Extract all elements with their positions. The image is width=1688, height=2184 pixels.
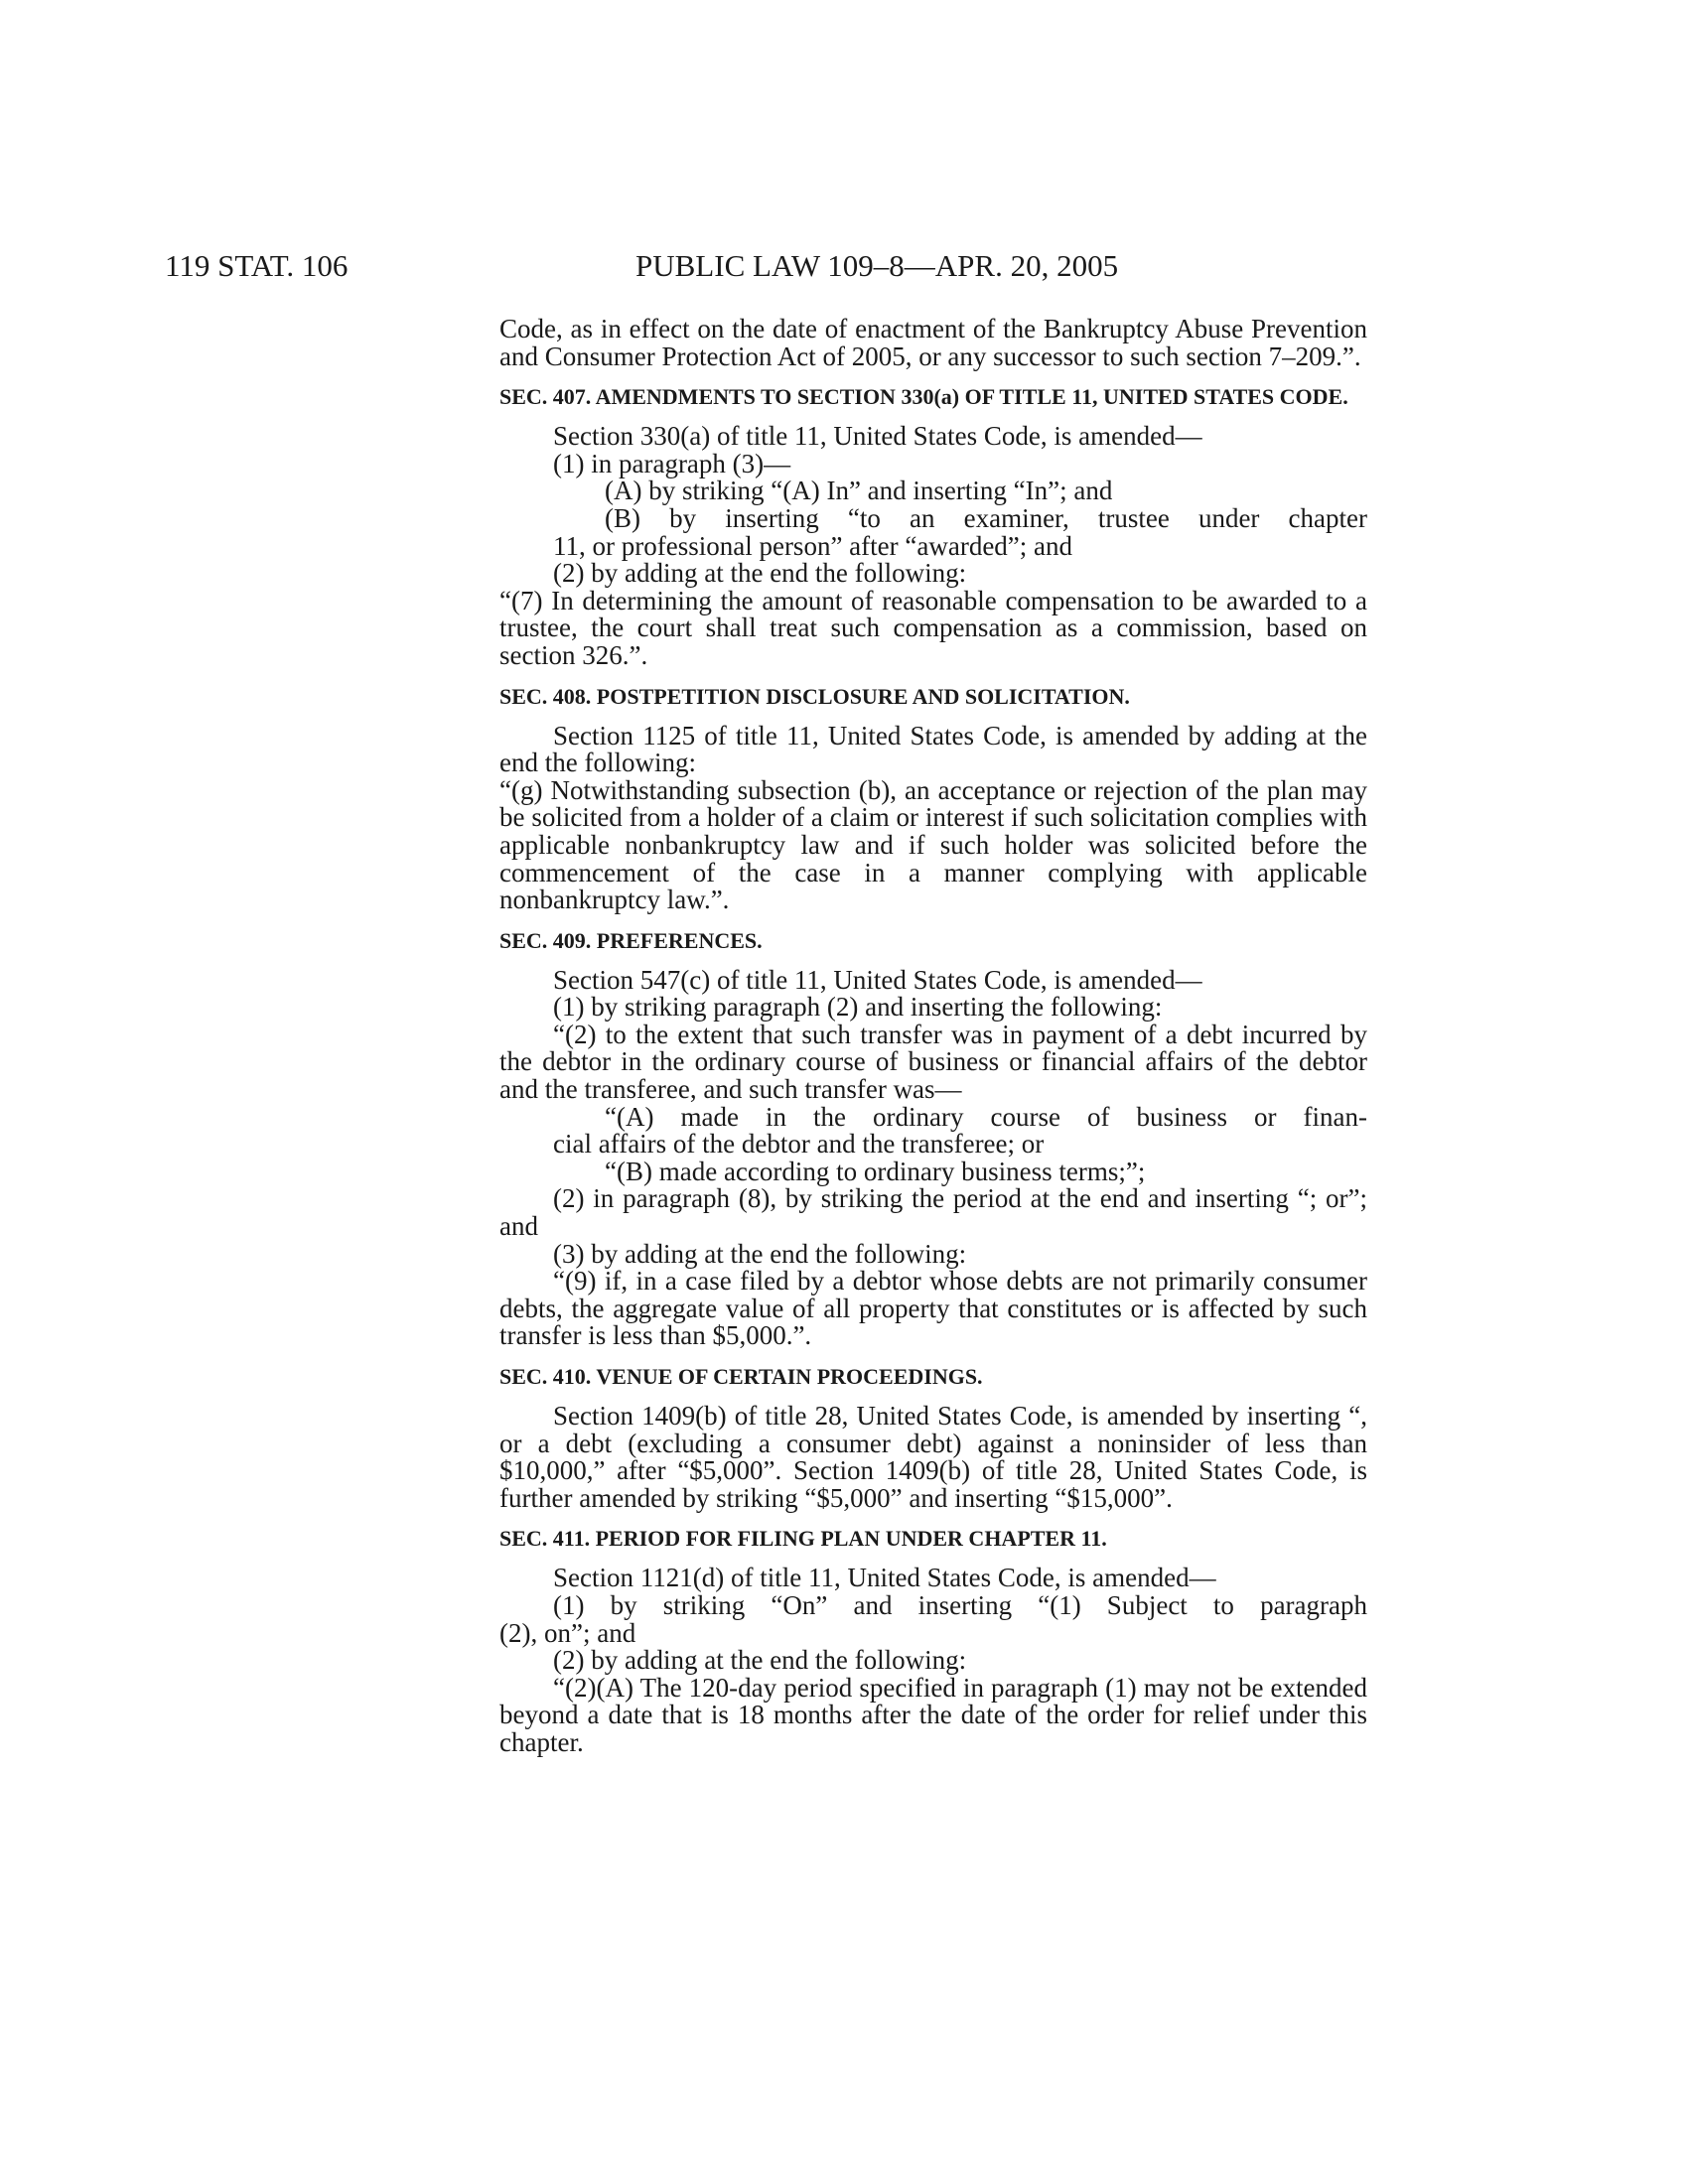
section-409-para-2: (2) in paragraph (8), by striking the period at the end and inserting “; or”; and — [499, 1183, 1367, 1242]
section-411-para-1-line2: (2), on”; and — [499, 1617, 636, 1648]
section-409-quoted-para-9: “(9) if, in a case filed by a debtor whose debts are not primarily consumer debts, the aggregate value of all property that constitutes or is affected by such transfer is less than $5,000.”. — [499, 1266, 1367, 1351]
section-409-quoted-b: “(B) made according to ordinary business terms;”; — [605, 1156, 1146, 1186]
section-411-heading: SEC. 411. PERIOD FOR FILING PLAN UNDER CHAPTER 11. — [499, 1526, 1107, 1552]
statute-page-number: 119 STAT. 106 — [165, 248, 349, 283]
section-409-para-3: (3) by adding at the end the following: — [553, 1238, 967, 1269]
section-409-heading: SEC. 409. PREFERENCES. — [499, 927, 763, 953]
section-411-para-1-line1: (1) by striking “On” and inserting “(1) Subject to paragraph — [553, 1589, 1367, 1620]
opening-paragraph: Code, as in effect on the date of enactment of the Bankruptcy Abuse Prevention and Consumer Protection Act of 2005, or any successor to such section 7–209.”. — [499, 314, 1367, 371]
section-410-body: Section 1409(b) of title 28, United States Code, is amended by inserting “, or a debt (excluding a consumer debt) against a noninsider of less than $10,000,” after “$5,000”. Section 1409(b) of title 28, United States Code, is further amended by striking “$5,000” and inserting “$15,000”. — [499, 1401, 1367, 1513]
section-409-para-1: (1) by striking paragraph (2) and inserting the following: — [553, 992, 1163, 1023]
section-411-para-2: (2) by adding at the end the following: — [553, 1645, 967, 1676]
section-409-intro: Section 547(c) of title 11, United States Code, is amended— — [553, 964, 1202, 995]
section-411-quoted-text: “(2)(A) The 120-day period specified in paragraph (1) may not be extended beyond a date that is 18 months after the date of the order for relief under this chapter. — [499, 1672, 1367, 1757]
section-411-intro: Section 1121(d) of title 11, United States Code, is amended— — [553, 1563, 1216, 1593]
page-header — [0, 248, 1688, 288]
section-409-quoted-a-line2: cial affairs of the debtor and the transferee; or — [553, 1129, 1045, 1160]
section-410-heading: SEC. 410. VENUE OF CERTAIN PROCEEDINGS. — [499, 1364, 983, 1389]
section-409-quoted-para-2: “(2) to the extent that such transfer was in payment of a debt incurred by the debtor in the ordinary course of business or financial affairs of the debtor and the transferee, and such transfer was— — [499, 1019, 1367, 1105]
section-407-para-1a: (A) by striking “(A) In” and inserting “In”; and — [605, 476, 1113, 506]
public-law-running-head: PUBLIC LAW 109–8—APR. 20, 2005 — [635, 248, 1119, 283]
section-408-quoted-text: “(g) Notwithstanding subsection (b), an acceptance or rejection of the plan may be solicited from a holder of a claim or interest if such solicitation complies with applicable nonbankruptcy law and if such holder was solicited before the commencement of the case in a manner complying with applicable nonbankruptcy law.”. — [499, 774, 1367, 915]
section-409-quoted-a-line1: “(A) made in the ordinary course of business or finan- — [605, 1101, 1367, 1132]
section-408-intro: Section 1125 of title 11, United States Code, is amended by adding at the end the following: — [499, 720, 1367, 778]
section-407-heading: SEC. 407. AMENDMENTS TO SECTION 330(a) OF TITLE 11, UNITED STATES CODE. — [499, 384, 1348, 410]
section-407-para-2: (2) by adding at the end the following: — [553, 558, 967, 589]
section-408-heading: SEC. 408. POSTPETITION DISCLOSURE AND SOLICITATION. — [499, 683, 1130, 709]
document-body — [499, 316, 1367, 1757]
section-407-para-1: (1) in paragraph (3)— — [553, 448, 791, 478]
section-407-quoted-text: “(7) In determining the amount of reasonable compensation to be awarded to a trustee, the court shall treat such compensation as a commission, based on section 326.”. — [499, 585, 1367, 670]
section-407-para-1b-line2: 11, or professional person” after “awarded”; and — [553, 530, 1073, 561]
section-407-intro: Section 330(a) of title 11, United States Code, is amended— — [553, 421, 1202, 452]
section-407-para-1b-line1: (B) by inserting “to an examiner, trustee under chapter — [605, 502, 1367, 533]
